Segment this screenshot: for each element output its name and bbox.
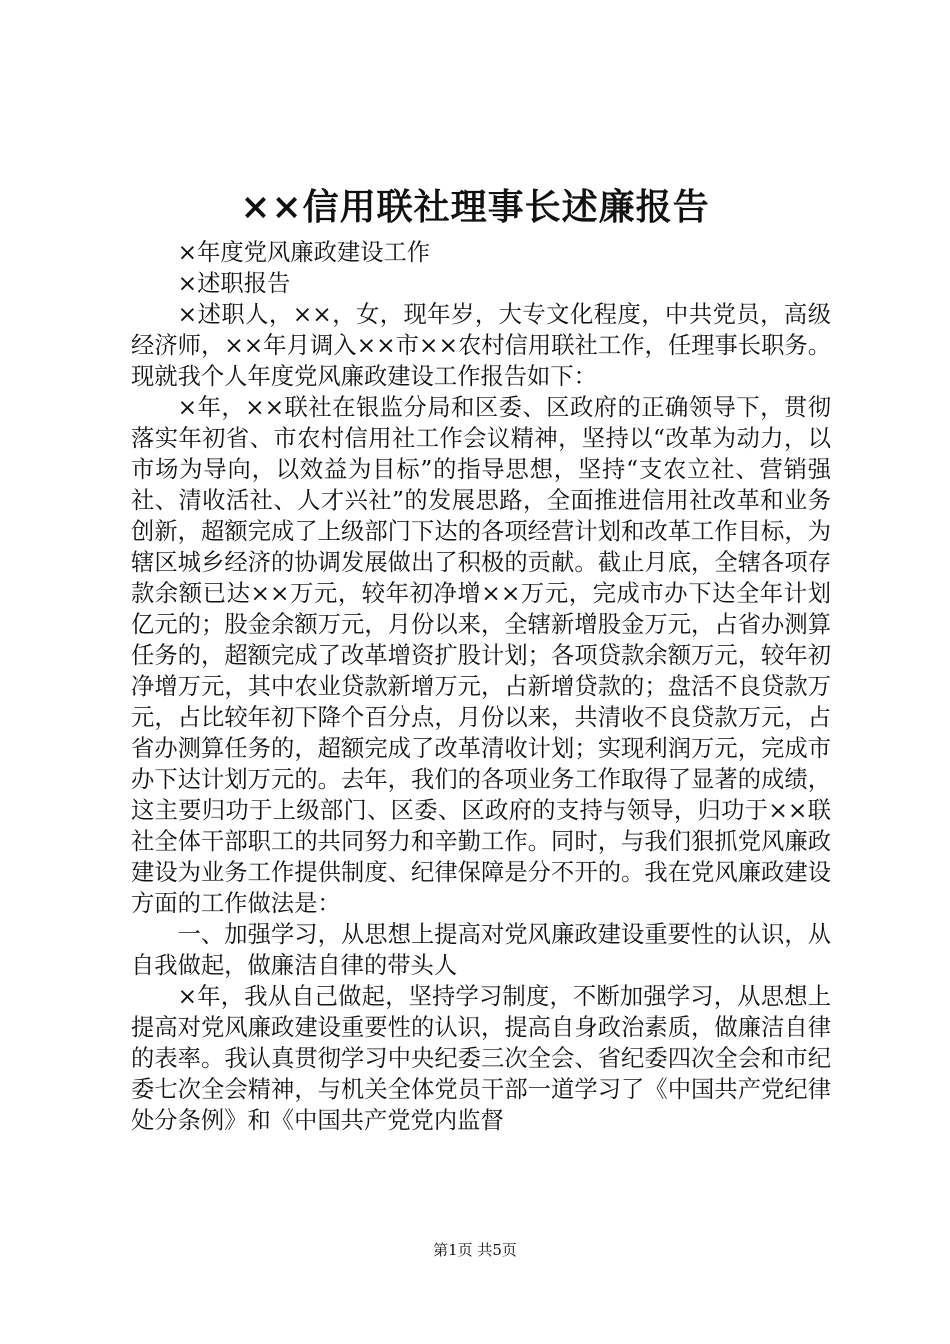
page-number-footer: 第1页 共5页 (433, 1241, 517, 1259)
document-body (131, 237, 831, 1136)
document-title: ××信用联社理事长述廉报告 (240, 186, 710, 228)
paragraph-section-heading-1: 一、加强学习，从思想上提高对党风廉政建设重要性的认识，从自我做起，做廉洁自律的带头人 (131, 921, 831, 979)
paragraph-study: ×年，我从自己做起，坚持学习制度，不断加强学习，从思想上提高对党风廉政建设重要性的认识，提高自身政治素质，做廉洁自律的表率。我认真贯彻学习中央纪委三次全会、省纪委四次全会和市纪委七次全会精神，与机关全体党员干部一道学习了《中国共产党纪律处分条例》和《中国共产党党内监督 (131, 983, 831, 1134)
paragraph-intro: ×述职人，××，女，现年岁，大专文化程度，中共党员，高级经济师，××年月调入××市××农村信用联社工作，任理事长职务。现就我个人年度党风廉政建设工作报告如下： (131, 301, 831, 390)
paragraph-subtitle-1: ×年度党风廉政建设工作 (177, 239, 431, 266)
paragraph-achievements: ×年，××联社在银监分局和区委、区政府的正确领导下，贯彻落实年初省、市农村信用社工作会议精神，坚持以“改革为动力，以市场为导向，以效益为目标”的指导思想，坚持“支农立社、营销强社、清收活社、人才兴社”的发展思路，全面推进信用社改革和业务创新，超额完成了上级部门下达的各项经营计划和改革工作目标，为辖区城乡经济的协调发展做出了积极的贡献。截止月底，全辖各项存款余额已达××万元，较年初净增××万元，完成市办下达全年计划亿元的；股金余额万元，月份以来，全辖新增股金万元，占省办测算任务的，超额完成了改革增资扩股计划；各项贷款余额万元，较年初净增万元，其中农业贷款新增万元，占新增贷款的；盘活不良贷款万元，占比较年初下降个百分点，月份以来，共清收不良贷款万元，占省办测算任务的，超额完成了改革清收计划；实现利润万元，完成市办下达计划万元的。去年，我们的各项业务工作取得了显著的成绩，这主要归功于上级部门、区委、区政府的支持与领导，归功于××联社全体干部职工的共同努力和辛勤工作。同时，与我们狠抓党风廉政建设为业务工作提供制度、纪律保障是分不开的。我在党风廉政建设方面的工作做法是： (131, 394, 831, 917)
paragraph-subtitle-2: ×述职报告 (177, 270, 291, 297)
